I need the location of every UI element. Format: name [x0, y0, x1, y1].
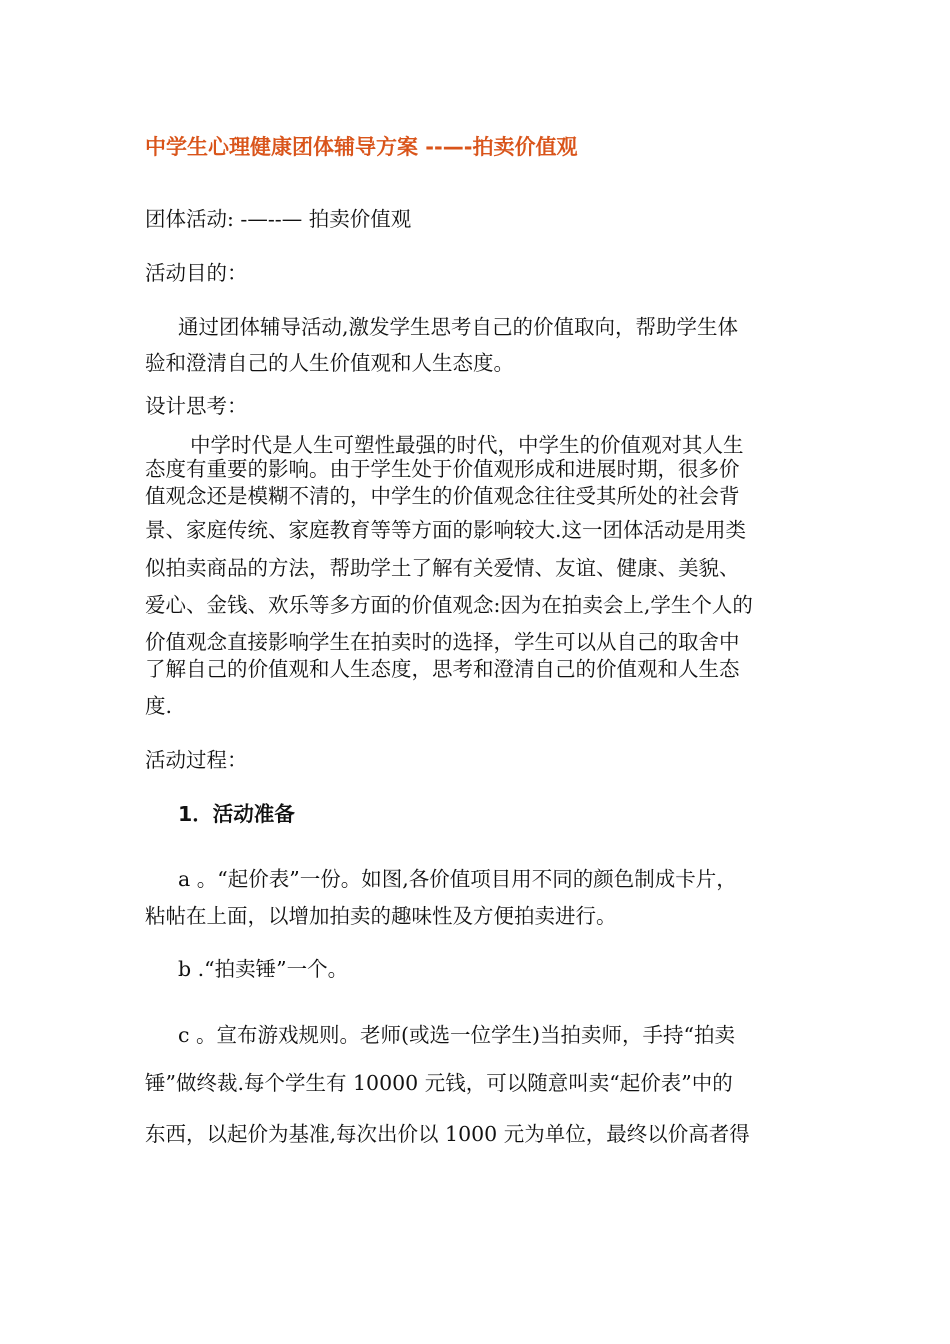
- design-line: 态度有重要的影响。由于学生处于价值观形成和进展时期，很多价: [145, 457, 740, 481]
- step1-heading: 1．活动准备: [178, 802, 295, 826]
- item-a-line: a 。“起价表”一份。如图,各价值项目用不同的颜色制成卡片，: [178, 867, 737, 891]
- design-line: 了解自己的价值观和人生态度，思考和澄清自己的价值观和人生态: [145, 657, 740, 681]
- design-line: 值观念还是模糊不清的，中学生的价值观念往往受其所处的社会背: [145, 484, 740, 508]
- purpose-heading: 活动目的：: [145, 261, 248, 285]
- design-heading: 设计思考：: [145, 394, 248, 418]
- document-title: 中学生心理健康团体辅导方案 --—-拍卖价值观: [145, 135, 578, 159]
- purpose-line: 验和澄清自己的人生价值观和人生态度。: [145, 351, 514, 375]
- purpose-line: 通过团体辅导活动,激发学生思考自己的价值取向，帮助学生体: [178, 315, 739, 339]
- activity-name: 团体活动: -—--— 拍卖价值观: [145, 207, 412, 231]
- design-line: 度.: [145, 694, 173, 718]
- item-a-line: 粘帖在上面，以增加拍卖的趣味性及方便拍卖进行。: [145, 904, 617, 928]
- item-c-line: 东西，以起价为基准,每次出价以 1000 元为单位，最终以价高者得: [145, 1122, 750, 1146]
- design-line: 中学时代是人生可塑性最强的时代，中学生的价值观对其人生: [190, 433, 744, 457]
- design-line: 景、家庭传统、家庭教育等等方面的影响较大.这一团体活动是用类: [145, 518, 747, 542]
- item-c-line: c 。宣布游戏规则。老师(或选一位学生)当拍卖师，手持“拍卖: [178, 1023, 735, 1047]
- design-line: 价值观念直接影响学生在拍卖时的选择，学生可以从自己的取舍中: [145, 630, 740, 654]
- design-line: 似拍卖商品的方法，帮助学土了解有关爱情、友谊、健康、美貌、: [145, 556, 740, 580]
- process-heading: 活动过程：: [145, 748, 248, 772]
- item-c-line: 锤”做终裁.每个学生有 10000 元钱，可以随意叫卖“起价表”中的: [145, 1071, 733, 1095]
- design-line: 爱心、金钱、欢乐等多方面的价值观念:因为在拍卖会上,学生个人的: [145, 593, 753, 617]
- item-b: b .“拍卖锤”一个。: [178, 957, 349, 981]
